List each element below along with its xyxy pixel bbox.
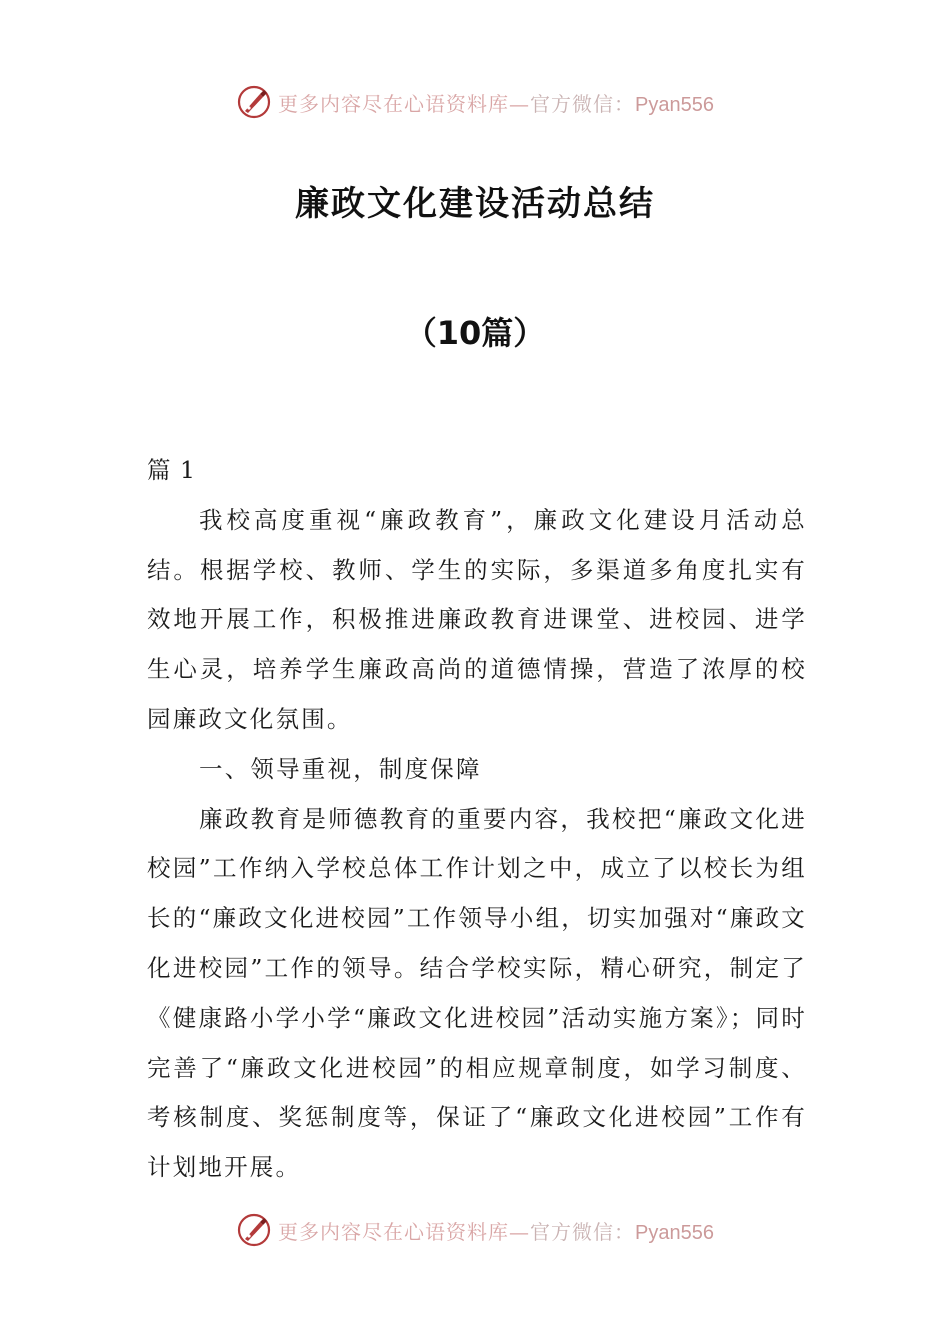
document-title: 廉政文化建设活动总结 bbox=[295, 184, 655, 224]
document-subtitle: （10篇） bbox=[404, 314, 546, 352]
footer-watermark-banner bbox=[0, 1208, 950, 1252]
pen-nib-logo-icon bbox=[236, 84, 272, 120]
paragraph: 我校高度重视“廉政教育”，廉政文化建设月活动总结。根据学校、教师、学生的实际，多渠道多角度扎实有效地开展工作，积极推进廉政教育进课堂、进校园、进学生心灵，培养学生廉政高尚的道德情操，营造了浓厚的校园廉政文化氛围。 bbox=[147, 505, 807, 733]
section-heading: 一、领导重视，制度保障 bbox=[199, 754, 482, 783]
watermark-text: 更多内容尽在心语资料库—官方微信：Pyan556 bbox=[278, 91, 714, 116]
document-body bbox=[147, 446, 807, 1193]
paragraph: 廉政教育是师德教育的重要内容，我校把“廉政文化进校园”工作纳入学校总体工作计划之中，成立了以校长为组长的“廉政文化进校园”工作领导小组，切实加强对“廉政文化进校园”工作的领导。结合学校实际，精心研究，制定了《健康路小学小学“廉政文化进校园”活动实施方案》；同时完善了“廉政文化进校园”的相应规章制度，如学习制度、考核制度、奖惩制度等，保证了“廉政文化进校园”工作有计划地开展。 bbox=[147, 804, 807, 1182]
section-label: 篇 1 bbox=[147, 456, 196, 484]
header-watermark-banner bbox=[0, 80, 950, 124]
watermark-text: 更多内容尽在心语资料库—官方微信：Pyan556 bbox=[278, 1219, 714, 1244]
pen-nib-logo-icon bbox=[236, 1212, 272, 1248]
